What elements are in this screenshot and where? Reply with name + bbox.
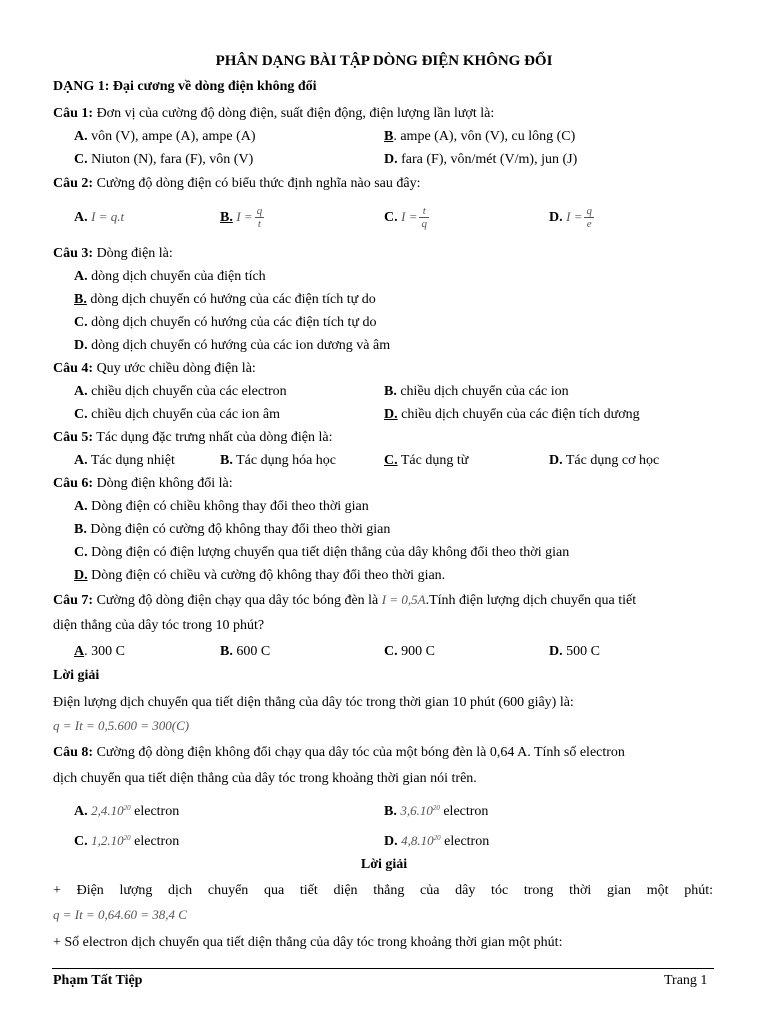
formula-lhs: I = [401,209,418,224]
question-8 [53,744,625,762]
q6-option-b [74,521,390,539]
option-text: 900 C [397,644,435,659]
option-label: B. [74,292,87,307]
option-label: B. [384,384,397,399]
q1-option-d [384,151,577,169]
option-text: . ampe (A), vôn (V), cu lông (C) [393,129,576,144]
option-text: Dòng điện có chiều và cường độ không thay đổi theo thời gian. [87,568,446,583]
footer-divider [52,968,714,969]
option-exponent: 20 [432,804,440,812]
footer-page-number: Trang 1 [664,973,708,988]
option-value: 2,4.10 [91,803,124,818]
option-value: 4,8.10 [401,833,434,848]
question-text: Tác dụng đặc trưng nhất của dòng điện là: [93,430,333,445]
option-label: A. [74,453,88,468]
q5-option-a [74,452,175,470]
question-text: Cường độ dòng điện chạy qua dây tóc bóng đèn là [93,593,382,608]
q6-option-c [74,544,569,562]
solution-8-heading: Lời giải [360,857,408,872]
q7-option-b [220,643,270,661]
q5-option-d [549,452,659,470]
option-text: 600 C [232,644,271,659]
option-text: Niuton (N), fara (F), vôn (V) [87,152,254,167]
question-4 [53,360,256,378]
question-label: Câu 7: [53,593,94,608]
option-text: Dòng điện có cường độ không thay đổi theo thời gian [86,522,391,537]
option-label: A. [74,384,88,399]
question-5 [53,429,332,447]
formula-lhs: I = [236,209,253,224]
q6-option-a [74,498,369,516]
option-label: D. [549,644,563,659]
q3-option-c [74,314,377,332]
solution-7-text: Điện lượng dịch chuyển qua tiết diện thẳng của dây tóc trong thời gian 10 phút (600 giây) là: [53,695,574,710]
q8-option-b [384,799,488,821]
q2-option-c [384,200,429,235]
option-text: fara (F), vôn/mét (V/m), jun (J) [397,152,578,167]
q7-option-c [384,643,435,661]
option-text: dòng dịch chuyển có hướng của các ion dương và âm [87,338,391,353]
option-text: chiều dịch chuyển của các điện tích dương [397,407,640,422]
option-text: dòng dịch chuyển của điện tích [87,269,266,284]
question-text: Dòng điện là: [93,246,173,261]
option-unit: electron [130,804,180,819]
question-8-cont: dịch chuyển qua tiết diện thẳng của dây tóc trong khoảng thời gian nói trên. [53,771,477,786]
q7-option-a [74,643,125,661]
option-formula: I = q.t [91,209,125,224]
option-label: C. [74,834,88,849]
fraction: $\frac{t}{q}$ [421,205,427,231]
q8-option-c [74,829,179,851]
footer-author: Phạm Tất Tiệp [53,973,143,988]
q5-option-c [384,452,468,470]
option-label: D. [549,210,563,225]
option-label: B. [220,210,233,225]
solution-8-text-1: + Điện lượng dịch chuyển qua tiết diện thẳng của dây tóc trong thời gian một phút: [53,883,713,898]
option-text: vôn (V), ampe (A), ampe (A) [87,129,256,144]
q8-option-a [74,799,179,821]
question-label: Câu 4: [53,361,94,376]
option-label: C. [74,407,88,422]
option-label: B. [220,644,233,659]
option-exponent: 20 [123,804,131,812]
option-label: A [74,644,85,659]
option-label: B. [74,522,87,537]
option-exponent: 20 [433,834,441,842]
q4-option-b [384,383,569,401]
option-unit: electron [130,834,180,849]
q4-option-a [74,383,287,401]
q4-option-d [384,406,640,424]
q2-option-d [549,200,594,235]
q8-option-d [384,829,489,851]
option-label: A. [74,129,88,144]
question-text-end: .Tính điện lượng dịch chuyển qua tiết [425,593,637,608]
solution-8-formula: q = It = 0,64.60 = 38,4 C [53,907,187,922]
question-label: Câu 1: [53,106,94,121]
fraction: $\frac{q}{e}$ [586,205,592,231]
option-label: C. [384,644,398,659]
option-text: Dòng điện có điện lượng chuyển qua tiết diện thẳng của dây không đổi theo thời gian [87,545,570,560]
option-text: dòng dịch chuyển có hướng của các điện tích tự do [86,292,376,307]
question-text: Đơn vị của cường độ dòng điện, suất điện động, điện lượng lần lượt là: [93,106,495,121]
q4-option-c [74,406,280,424]
fraction: $\frac{q}{t}$ [256,205,263,231]
option-label: A. [74,210,88,225]
q3-option-a [74,268,266,286]
question-label: Câu 2: [53,176,94,191]
option-label: C. [74,315,88,330]
solution-8-text-2: + Số electron dịch chuyển qua tiết diện thẳng của dây tóc trong khoảng thời gian một phút: [53,935,563,950]
question-label: Câu 5: [53,430,94,445]
option-label: C. [384,453,398,468]
question-6 [53,475,233,493]
option-text: chiều dịch chuyển của các electron [87,384,287,399]
q2-option-b [220,200,264,235]
option-label: B. [220,453,233,468]
option-label: D. [384,152,398,167]
option-text: 500 C [562,644,600,659]
question-text: Cường độ dòng điện có biểu thức định nghĩa nào sau đây: [93,176,421,191]
question-label: Câu 6: [53,476,94,491]
option-label: A. [74,269,88,284]
question-7-cont: diện thẳng của dây tóc trong 10 phút? [53,618,265,633]
solution-7-formula: q = It = 0,5.600 = 300(C) [53,718,190,733]
q1-option-a [74,128,256,146]
q3-option-b [74,291,376,309]
option-label: C. [384,210,398,225]
q6-option-d [74,567,445,585]
option-unit: electron [439,804,489,819]
q3-option-d [74,337,390,355]
option-text: . 300 C [84,644,125,659]
option-label: A. [74,804,88,819]
option-text: Tác dụng từ [397,453,469,468]
option-text: Tác dụng hóa học [232,453,336,468]
question-formula: I = 0,5A [381,592,426,607]
q5-option-b [220,452,336,470]
option-label: A. [74,499,88,514]
question-2 [53,175,420,193]
option-label: D. [549,453,563,468]
option-label: D. [384,407,398,422]
option-label: C. [74,152,88,167]
formula-lhs: I = [566,209,583,224]
option-label: B [384,129,394,144]
question-label: Câu 8: [53,745,94,760]
question-label: Câu 3: [53,246,94,261]
option-label: D. [384,834,398,849]
option-text: Dòng điện có chiều không thay đổi theo thời gian [87,499,369,514]
question-7 [53,591,636,610]
question-text: Cường độ dòng điện không đổi chạy qua dây tóc của một bóng đèn là 0,64 A. Tính số electron [93,745,625,760]
option-value: 3,6.10 [400,803,433,818]
option-value: 1,2.10 [91,833,124,848]
question-1 [53,105,494,123]
question-text: Quy ước chiều dòng điện là: [93,361,256,376]
option-text: Tác dụng cơ học [562,453,660,468]
option-text: chiều dịch chuyển của các ion âm [87,407,281,422]
option-text: dòng dịch chuyển có hướng của các điện tích tự do [87,315,377,330]
section-heading: DẠNG 1: Đại cương về dòng điện không đổi [53,79,317,94]
page-title: PHÂN DẠNG BÀI TẬP DÒNG ĐIỆN KHÔNG ĐỔI [215,53,553,69]
option-unit: electron [440,834,490,849]
q2-option-a [74,208,124,227]
question-text: Dòng điện không đổi là: [93,476,233,491]
option-label: B. [384,804,397,819]
option-label: D. [74,568,88,583]
solution-7-heading: Lời giải [53,668,100,683]
option-label: D. [74,338,88,353]
q1-option-b [384,128,575,146]
question-3 [53,245,173,263]
option-text: chiều dịch chuyển của các ion [396,384,569,399]
q1-option-c [74,151,253,169]
option-exponent: 20 [123,834,131,842]
q7-option-d [549,643,600,661]
option-text: Tác dụng nhiệt [87,453,175,468]
option-label: C. [74,545,88,560]
